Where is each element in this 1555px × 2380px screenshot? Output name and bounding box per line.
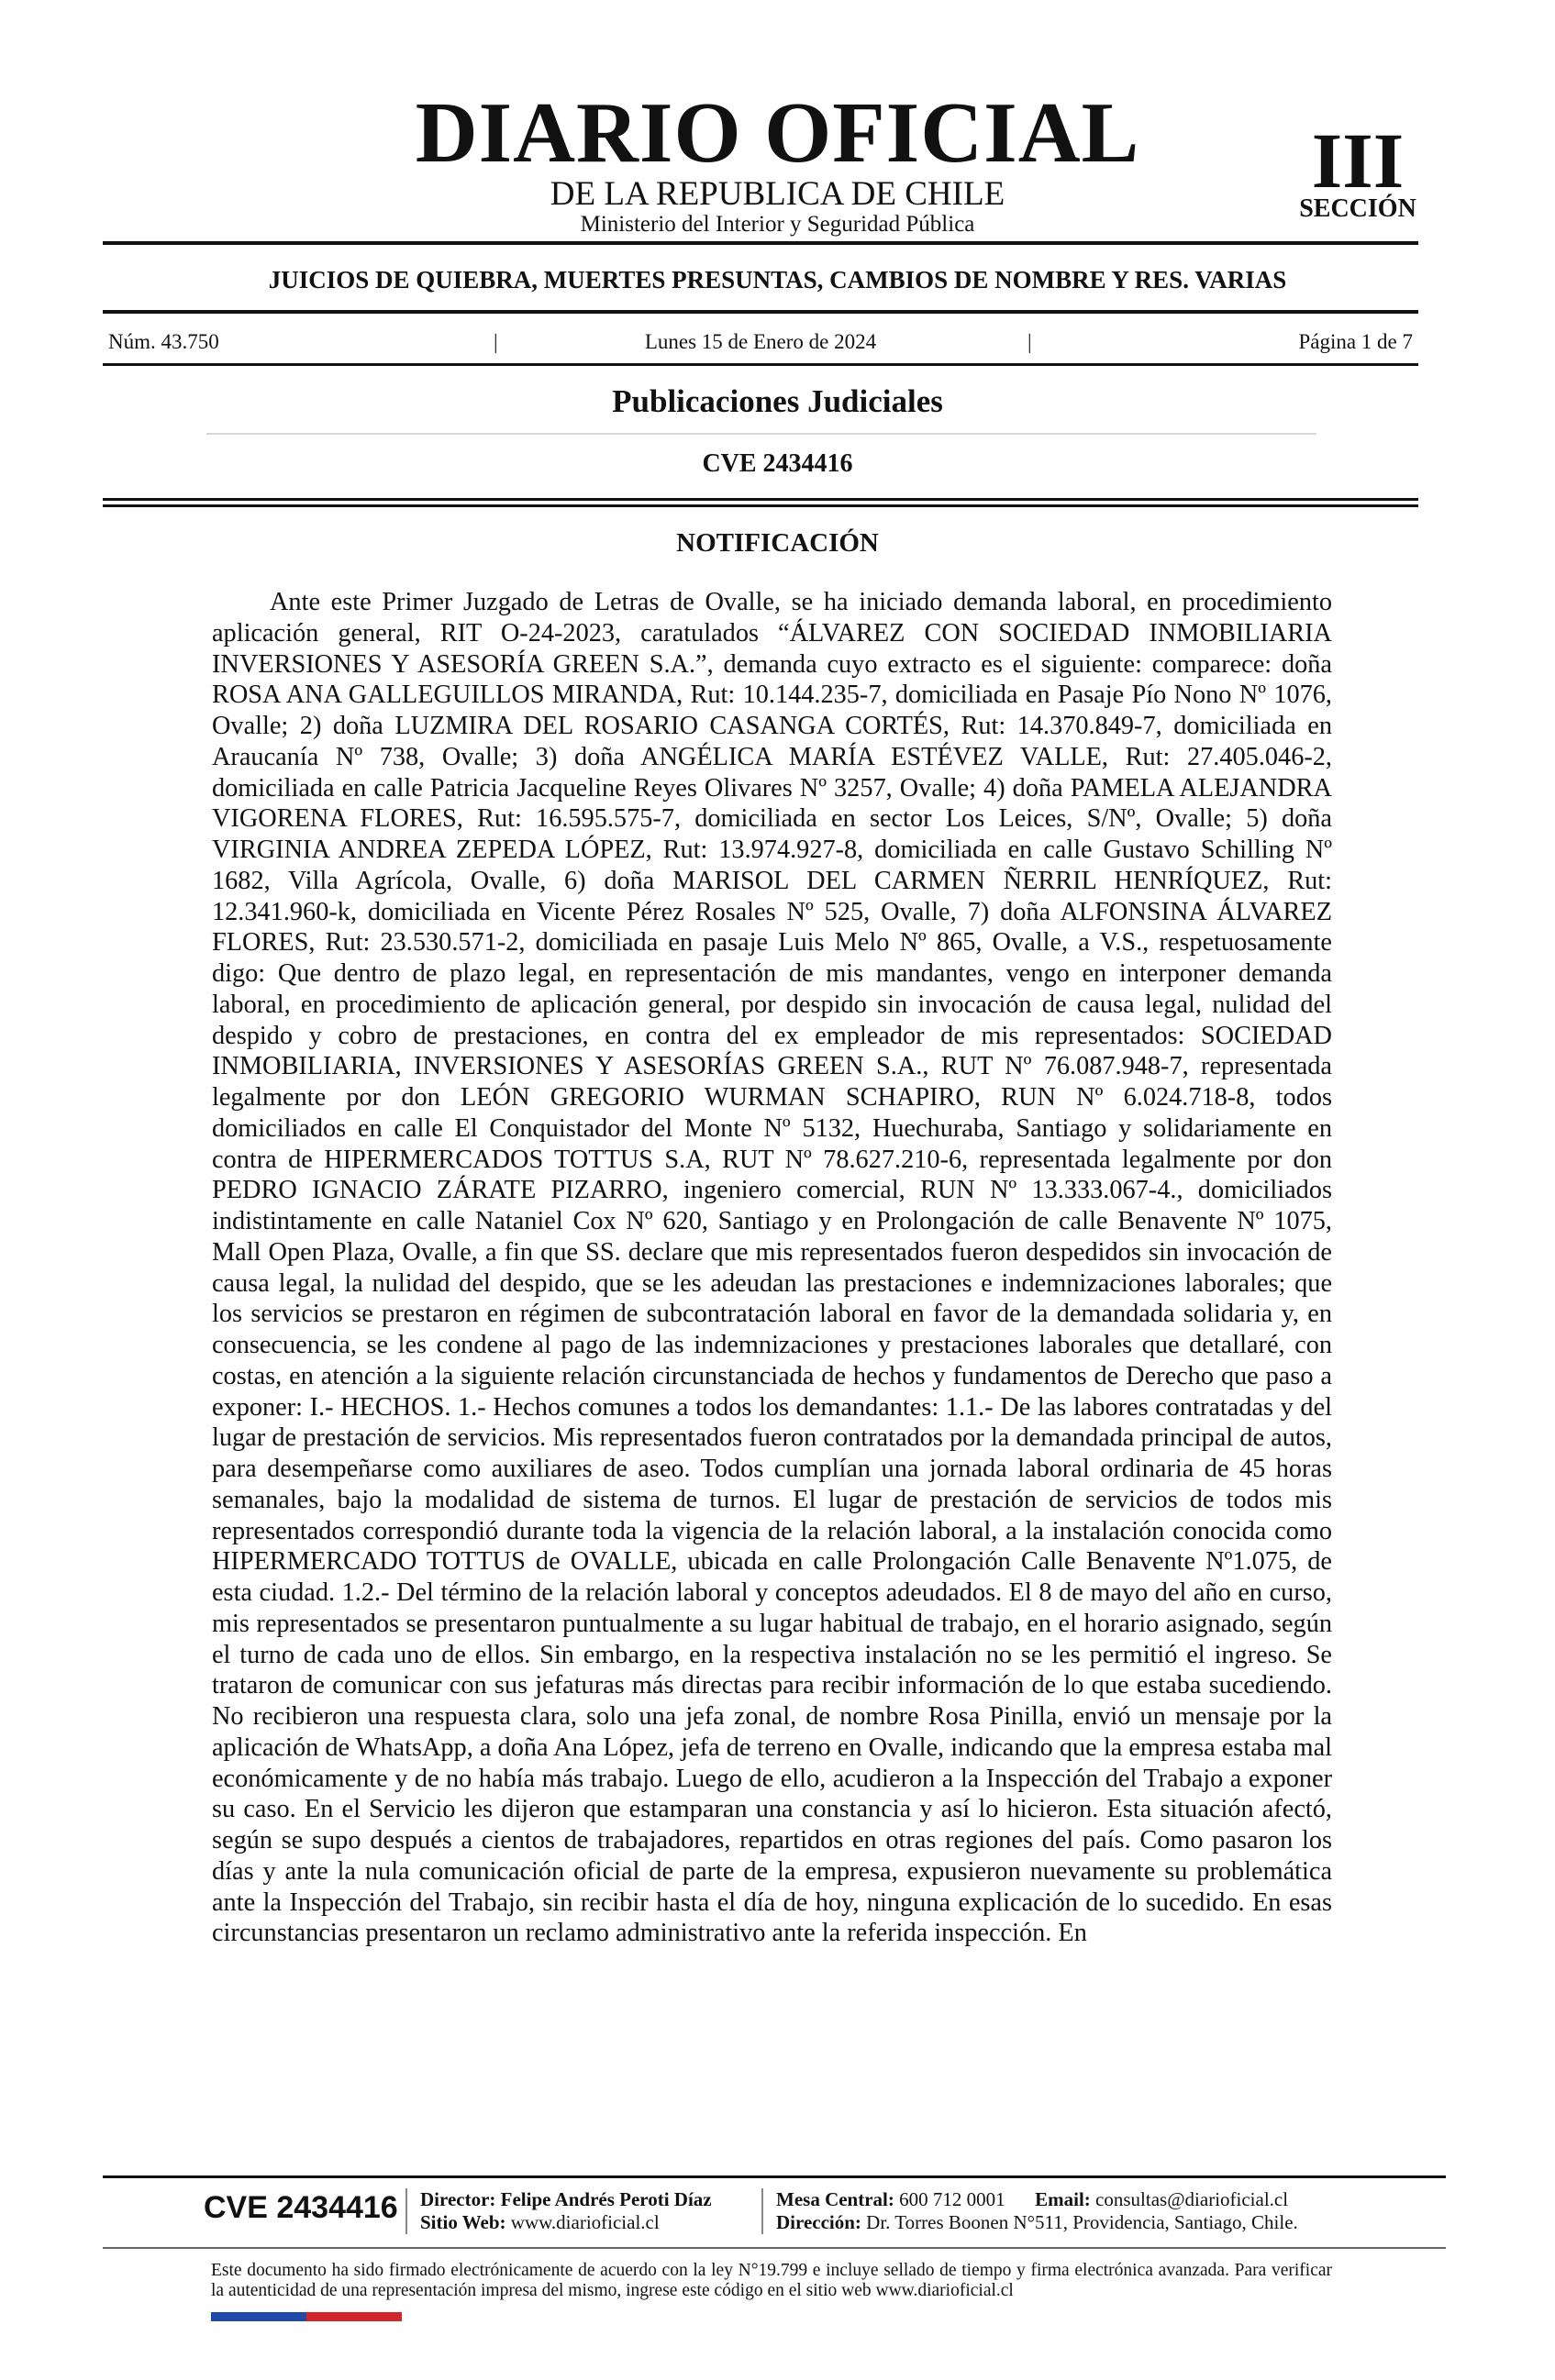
footer-contact	[776, 2188, 1288, 2211]
footer-website	[420, 2211, 660, 2234]
document-heading: NOTIFICACIÓN	[676, 528, 879, 558]
signature-disclaimer: Este documento ha sido firmado electrónicamente de acuerdo con la ley N°19.799 e incluye sellado de tiempo y firma electrónica avanzada. Para verificar la autenticidad de una representación impresa del mismo, ingrese este código en el sitio web www.diarioficial.cl	[211, 2261, 1332, 2300]
masthead-title: DIARIO OFICIAL	[415, 85, 1140, 181]
website-label: Sitio Web:	[420, 2211, 506, 2233]
info-bar-rule	[103, 363, 1418, 366]
email-link[interactable]: consultas@diarioficial.cl	[1095, 2188, 1289, 2210]
info-separator: |	[494, 330, 498, 353]
footer-rule-secondary	[103, 2247, 1446, 2249]
address-text: Dr. Torres Boonen N°511, Providencia, Santiago, Chile.	[866, 2211, 1298, 2233]
publication-divider	[206, 433, 1316, 435]
info-separator: |	[1027, 330, 1032, 353]
footer-cve-code: CVE 2434416	[204, 2190, 398, 2225]
flag-stripe-red	[306, 2312, 402, 2321]
section-label: SECCIÓN	[1299, 194, 1416, 223]
address-label: Dirección:	[776, 2211, 861, 2233]
phone-number: 600 712 0001	[899, 2188, 1005, 2210]
category-rule-bottom	[103, 310, 1418, 314]
email-label: Email:	[1035, 2188, 1091, 2210]
page-indicator: Página 1 de 7	[1298, 330, 1413, 353]
category-title: JUICIOS DE QUIEBRA, MUERTES PRESUNTAS, CAMBIOS DE NOMBRE Y RES. VARIAS	[268, 266, 1287, 293]
masthead-subtitle: DE LA REPUBLICA DE CHILE	[550, 175, 1005, 213]
header-rule	[103, 241, 1418, 245]
director-label: Director:	[420, 2188, 496, 2210]
cve-rule-bottom	[103, 504, 1418, 507]
footer-address	[776, 2211, 1298, 2234]
cve-header: CVE 2434416	[702, 449, 853, 478]
phone-label: Mesa Central:	[776, 2188, 894, 2210]
footer-divider	[405, 2188, 407, 2234]
website-link[interactable]: www.diarioficial.cl	[510, 2211, 660, 2233]
cve-rule-top	[103, 498, 1418, 501]
issue-number: Núm. 43.750	[108, 330, 219, 353]
document-body: Ante este Primer Juzgado de Letras de Ovalle, se ha iniciado demanda laboral, en procedimiento aplicación general, RIT O-24-2023, caratulados “ÁLVAREZ CON SOCIEDAD INMOBILIARIA INVERSIONES Y ASESORÍA GREEN S.A.”, demanda cuyo extracto es el siguiente: comparece: doña ROSA ANA GALLEGUILLOS MIRANDA, Rut: 10.144.235-7, domiciliada en Pasaje Pío Nono Nº 1076, Ovalle; 2) doña LUZMIRA DEL ROSARIO CASANGA CORTÉS, Rut: 14.370.849-7, domiciliada en Araucanía Nº 738, Ovalle; 3) doña ANGÉLICA MARÍA ESTÉVEZ VALLE, Rut: 27.405.046-2, domiciliada en calle Patricia Jacqueline Reyes Olivares Nº 3257, Ovalle; 4) doña PAMELA ALEJANDRA VIGORENA FLORES, Rut: 16.595.575-7, domiciliada en sector Los Leices, S/Nº, Ovalle; 5) doña VIRGINIA ANDREA ZEPEDA LÓPEZ, Rut: 13.974.927-8, domiciliada en calle Gustavo Schilling Nº 1682, Villa Agrícola, Ovalle, 6) doña MARISOL DEL CARMEN ÑERRIL HENRÍQUEZ, Rut: 12.341.960-k, domiciliada en Vicente Pérez Rosales Nº 525, Ovalle, 7) doña ALFONSINA ÁLVAREZ FLORES, Rut: 23.530.571-2, domiciliada en pasaje Luis Melo Nº 865, Ovalle, a V.S., respetuosamente digo: Que dentro de plazo legal, en representación de mis mandantes, vengo en interponer demanda laboral, en procedimiento de aplicación general, por despido sin invocación de causa legal, nulidad del despido y cobro de prestaciones, en contra del ex empleador de mis representados: SOCIEDAD INMOBILIARIA, INVERSIONES Y ASESORÍAS GREEN S.A., RUT Nº 76.087.948-7, representada legalmente por don LEÓN GREGORIO WURMAN SCHAPIRO, RUN Nº 6.024.718-8, todos domiciliados en calle El Conquistador del Monte Nº 5132, Huechuraba, Santiago y solidariamente en contra de HIPERMERCADOS TOTTUS S.A, RUT Nº 78.627.210-6, representada legalmente por don PEDRO IGNACIO ZÁRATE PIZARRO, ingeniero comercial, RUN Nº 13.333.067-4., domiciliados indistintamente en calle Nataniel Cox Nº 620, Santiago y en Prolongación de calle Benavente Nº 1075, Mall Open Plaza, Ovalle, a fin que SS. declare que mis representados fueron despedidos sin invocación de causa legal, la nulidad del despido, que se les adeudan las prestaciones e indemnizaciones laborales; que los servicios se prestaron en régimen de subcontratación laboral en favor de la demandada solidaria y, en consecuencia, se les condene al pago de las indemnizaciones y prestaciones laborales que detallaré, con costas, en atención a la siguiente relación circunstanciada de hechos y fundamentos de Derecho que paso a exponer: I.- HECHOS. 1.- Hechos comunes a todos los demandantes: 1.1.- De las labores contratadas y del lugar de prestación de servicios. Mis representados fueron contratados por la demandada principal de autos, para desempeñarse como auxiliares de aseo. Todos cumplían una jornada laboral ordinaria de 45 horas semanales, bajo la modalidad de sistema de turnos. El lugar de prestación de servicios de todos mis representados correspondió durante toda la vigencia de la relación laboral, a la instalación conocida como HIPERMERCADO TOTTUS de OVALLE, ubicada en calle Prolongación Calle Benavente Nº1.075, de esta ciudad. 1.2.- Del término de la relación laboral y conceptos adeudados. El 8 de mayo del año en curso, mis representados se presentaron puntualmente a su lugar habitual de trabajo, en el horario asignado, según el turno de cada uno de ellos. Sin embargo, en la respectiva instalación no se les permitió el ingreso. Se trataron de comunicar con sus jefaturas más directas para recibir información de lo que estaba sucediendo. No recibieron una respuesta clara, solo una jefa zonal, de nombre Rosa Pinilla, envió un mensaje por la aplicación de WhatsApp, a doña Ana López, jefa de terreno en Ovalle, indicando que la empresa estaba mal económicamente y de no había más trabajo. Luego de ello, acudieron a la Inspección del Trabajo a exponer su caso. En el Servicio les dijeron que estamparan una constancia y así lo hicieron. Esta situación afectó, según se supo después a cientos de trabajadores, repartidos en otras regiones del país. Como pasaron los días y ante la nula comunicación oficial de parte de la empresa, expusieron nuevamente su problemática ante la Inspección del Trabajo, sin recibir hasta el día de hoy, ninguna explicación de lo sucedido. En esas circunstancias presentaron un reclamo administrativo ante la referida inspección. En	[212, 588, 1332, 1948]
section-number: III	[1311, 116, 1405, 205]
footer-rule	[103, 2175, 1446, 2178]
issue-date: Lunes 15 de Enero de 2024	[644, 330, 877, 353]
director-name: Felipe Andrés Peroti Díaz	[500, 2188, 712, 2210]
publication-type: Publicaciones Judiciales	[612, 383, 943, 419]
flag-stripe-blue	[211, 2312, 306, 2321]
footer-divider	[761, 2188, 763, 2234]
issue-info-bar	[108, 328, 1413, 356]
masthead-ministry: Ministerio del Interior y Seguridad Pública	[580, 212, 975, 237]
footer-director	[420, 2188, 712, 2211]
